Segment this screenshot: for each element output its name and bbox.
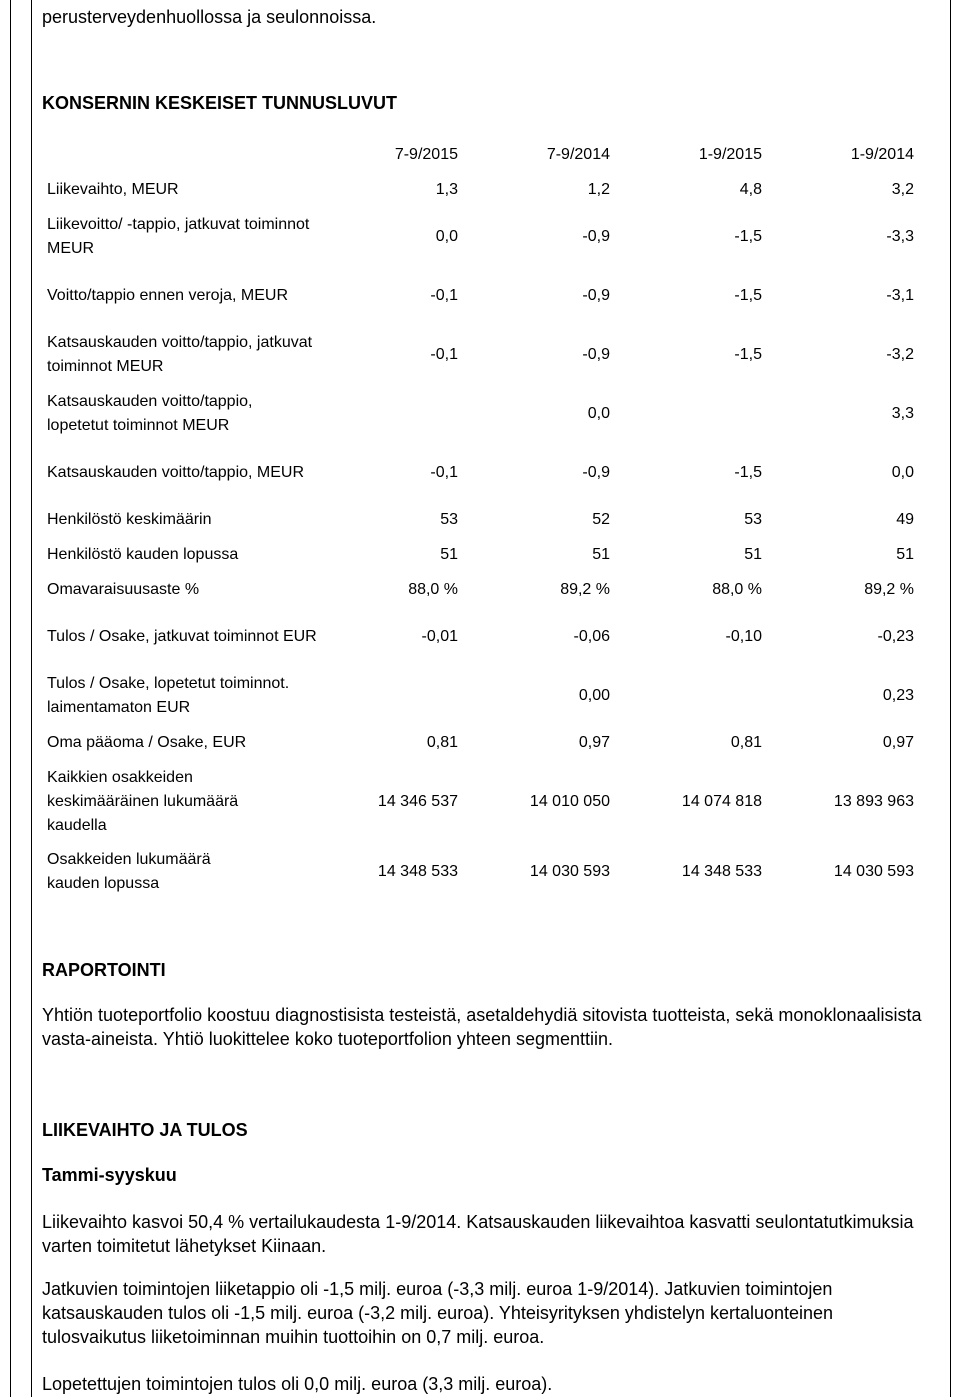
- table-row: [40, 385, 930, 444]
- value-cell: 0,97: [882, 734, 914, 751]
- row-label: Katsauskauden voitto/tappio, lopetetut toiminnot MEUR: [47, 393, 253, 434]
- value-cell: 14 010 050: [529, 792, 610, 810]
- value-cell: 0,97: [578, 734, 610, 751]
- value-cell: 89,2 %: [864, 581, 914, 598]
- value-cell: 0,23: [882, 687, 914, 704]
- row-label: Tulos / Osake, lopetetut toiminnot. laimentamaton EUR: [47, 675, 290, 716]
- value-cell: -3,1: [886, 287, 914, 304]
- row-label: Oma pääoma / Osake, EUR: [47, 734, 247, 751]
- value-cell: [624, 385, 762, 443]
- value-cell: 14 348 533: [681, 863, 762, 880]
- row-label: Voitto/tappio ennen veroja, MEUR: [47, 287, 289, 304]
- top-continuation-text: perusterveydenhuollossa ja seulonnoissa.: [42, 7, 377, 27]
- table-row: [40, 843, 930, 902]
- table-header-row: [40, 138, 930, 173]
- value-cell: 14 074 818: [681, 792, 762, 810]
- row-label: Kaikkien osakkeiden keskimääräinen lukumäärä kaudella: [47, 768, 239, 834]
- value-cell: 0,81: [730, 734, 762, 751]
- row-label: Katsauskauden voitto/tappio, MEUR: [47, 464, 305, 481]
- revenue-title: LIIKEVAIHTO JA TULOS: [42, 1120, 248, 1140]
- row-label: Katsauskauden voitto/tappio, jatkuvat toiminnot MEUR: [47, 334, 313, 375]
- value-cell: 14 030 593: [529, 863, 610, 880]
- value-cell: 3,3: [891, 405, 914, 422]
- value-cell: [624, 667, 762, 725]
- value-cell: 88,0 %: [408, 581, 458, 598]
- header-1-9-2015: 1-9/2015: [698, 146, 762, 163]
- header-7-9-2014: 7-9/2014: [546, 146, 610, 163]
- value-cell: -0,9: [582, 346, 610, 363]
- value-cell: -3,3: [886, 228, 914, 245]
- value-cell: 0,0: [587, 405, 610, 422]
- value-cell: 13 893 963: [833, 792, 914, 810]
- row-label: Liikevaihto, MEUR: [47, 181, 179, 198]
- row-label: Henkilöstö kauden lopussa: [47, 546, 239, 563]
- value-cell: -0,9: [582, 228, 610, 245]
- value-cell: 52: [592, 511, 610, 528]
- table-row: [40, 667, 930, 726]
- value-cell: 51: [592, 546, 610, 563]
- value-cell: 0,0: [891, 464, 914, 481]
- value-cell: 51: [744, 546, 762, 563]
- value-cell: -0,10: [725, 628, 762, 645]
- table-row: [40, 538, 930, 573]
- right-page-rule: [950, 0, 951, 1397]
- value-cell: 0,00: [578, 687, 610, 704]
- table-row: [40, 173, 930, 208]
- value-cell: 1,2: [587, 181, 610, 198]
- value-cell: 51: [896, 546, 914, 563]
- value-cell: 53: [744, 511, 762, 528]
- header-1-9-2014: 1-9/2014: [850, 146, 914, 163]
- value-cell: -0,23: [877, 628, 914, 645]
- value-cell: -1,5: [734, 228, 762, 245]
- row-label: Tulos / Osake, jatkuvat toiminnot EUR: [47, 628, 317, 645]
- revenue-paragraph-1: Liikevaihto kasvoi 50,4 % vertailukaudesta 1-9/2014. Katsauskauden liikevaihtoa kasvatti seulontatutkimuksia varten toimitetut lähetykset Kiinaan.: [42, 1212, 914, 1256]
- value-cell: 89,2 %: [560, 581, 610, 598]
- table-row: [40, 326, 930, 385]
- value-cell: 14 030 593: [833, 863, 914, 880]
- value-cell: [320, 385, 458, 443]
- table-row: [40, 761, 930, 843]
- table-row: [40, 608, 930, 667]
- revenue-paragraph-3: Lopetettujen toimintojen tulos oli 0,0 milj. euroa (3,3 milj. euroa).: [42, 1374, 553, 1394]
- table-row: [40, 267, 930, 326]
- value-cell: -0,1: [430, 287, 458, 304]
- value-cell: -0,9: [582, 464, 610, 481]
- row-label: Omavaraisuusaste %: [47, 581, 200, 598]
- value-cell: 14 346 537: [377, 792, 458, 810]
- value-cell: -0,1: [430, 464, 458, 481]
- value-cell: 14 348 533: [377, 863, 458, 880]
- header-7-9-2015: 7-9/2015: [394, 146, 458, 163]
- revenue-subtitle: Tammi-syyskuu: [42, 1165, 177, 1185]
- value-cell: [320, 667, 458, 725]
- value-cell: -1,5: [734, 287, 762, 304]
- value-cell: -0,06: [573, 628, 610, 645]
- table-row: [40, 444, 930, 503]
- key-figures-title: KONSERNIN KESKEISET TUNNUSLUVUT: [42, 93, 398, 113]
- key-figures-table: [40, 138, 930, 902]
- value-cell: 49: [896, 511, 914, 528]
- value-cell: 0,0: [435, 228, 458, 245]
- table-row: [40, 503, 930, 538]
- value-cell: 0,81: [426, 734, 458, 751]
- row-label: Henkilöstö keskimäärin: [47, 511, 212, 528]
- value-cell: 53: [440, 511, 458, 528]
- reporting-title: RAPORTOINTI: [42, 960, 166, 980]
- value-cell: 4,8: [739, 181, 762, 198]
- value-cell: -0,01: [421, 628, 458, 645]
- reporting-paragraph: Yhtiön tuoteportfolio koostuu diagnostisista testeistä, asetaldehydiä sitovista tuotteista, sekä monoklonaalisista vasta-aineista. Yhtiö luokittelee koko tuoteportfolion yhteen segmenttiin.: [42, 1005, 922, 1049]
- value-cell: -0,1: [430, 346, 458, 363]
- inner-page-rule: [31, 0, 32, 1397]
- revenue-paragraph-2: Jatkuvien toimintojen liiketappio oli -1,5 milj. euroa (-3,3 milj. euroa 1-9/2014). Jatkuvien toimintojen katsauskauden tulos oli -1,5 milj. euroa (-3,2 milj. euroa). Yhteisyrityksen yhdistelyn kertaluonteinen tulosvaikutus liiketoiminnan muihin tuottoihin on 0,7 milj. euroa.: [42, 1279, 834, 1347]
- left-page-rule: [10, 0, 11, 1397]
- value-cell: 3,2: [891, 181, 914, 198]
- value-cell: 51: [440, 546, 458, 563]
- table-row: [40, 726, 930, 761]
- value-cell: -0,9: [582, 287, 610, 304]
- row-label: Liikevoitto/ -tappio, jatkuvat toiminnot MEUR: [47, 216, 310, 257]
- value-cell: -3,2: [886, 346, 914, 363]
- value-cell: 1,3: [435, 181, 458, 198]
- value-cell: -1,5: [734, 464, 762, 481]
- table-row: [40, 573, 930, 608]
- value-cell: -1,5: [734, 346, 762, 363]
- row-label: Osakkeiden lukumäärä kauden lopussa: [47, 851, 211, 892]
- value-cell: 88,0 %: [712, 581, 762, 598]
- table-row: [40, 208, 930, 267]
